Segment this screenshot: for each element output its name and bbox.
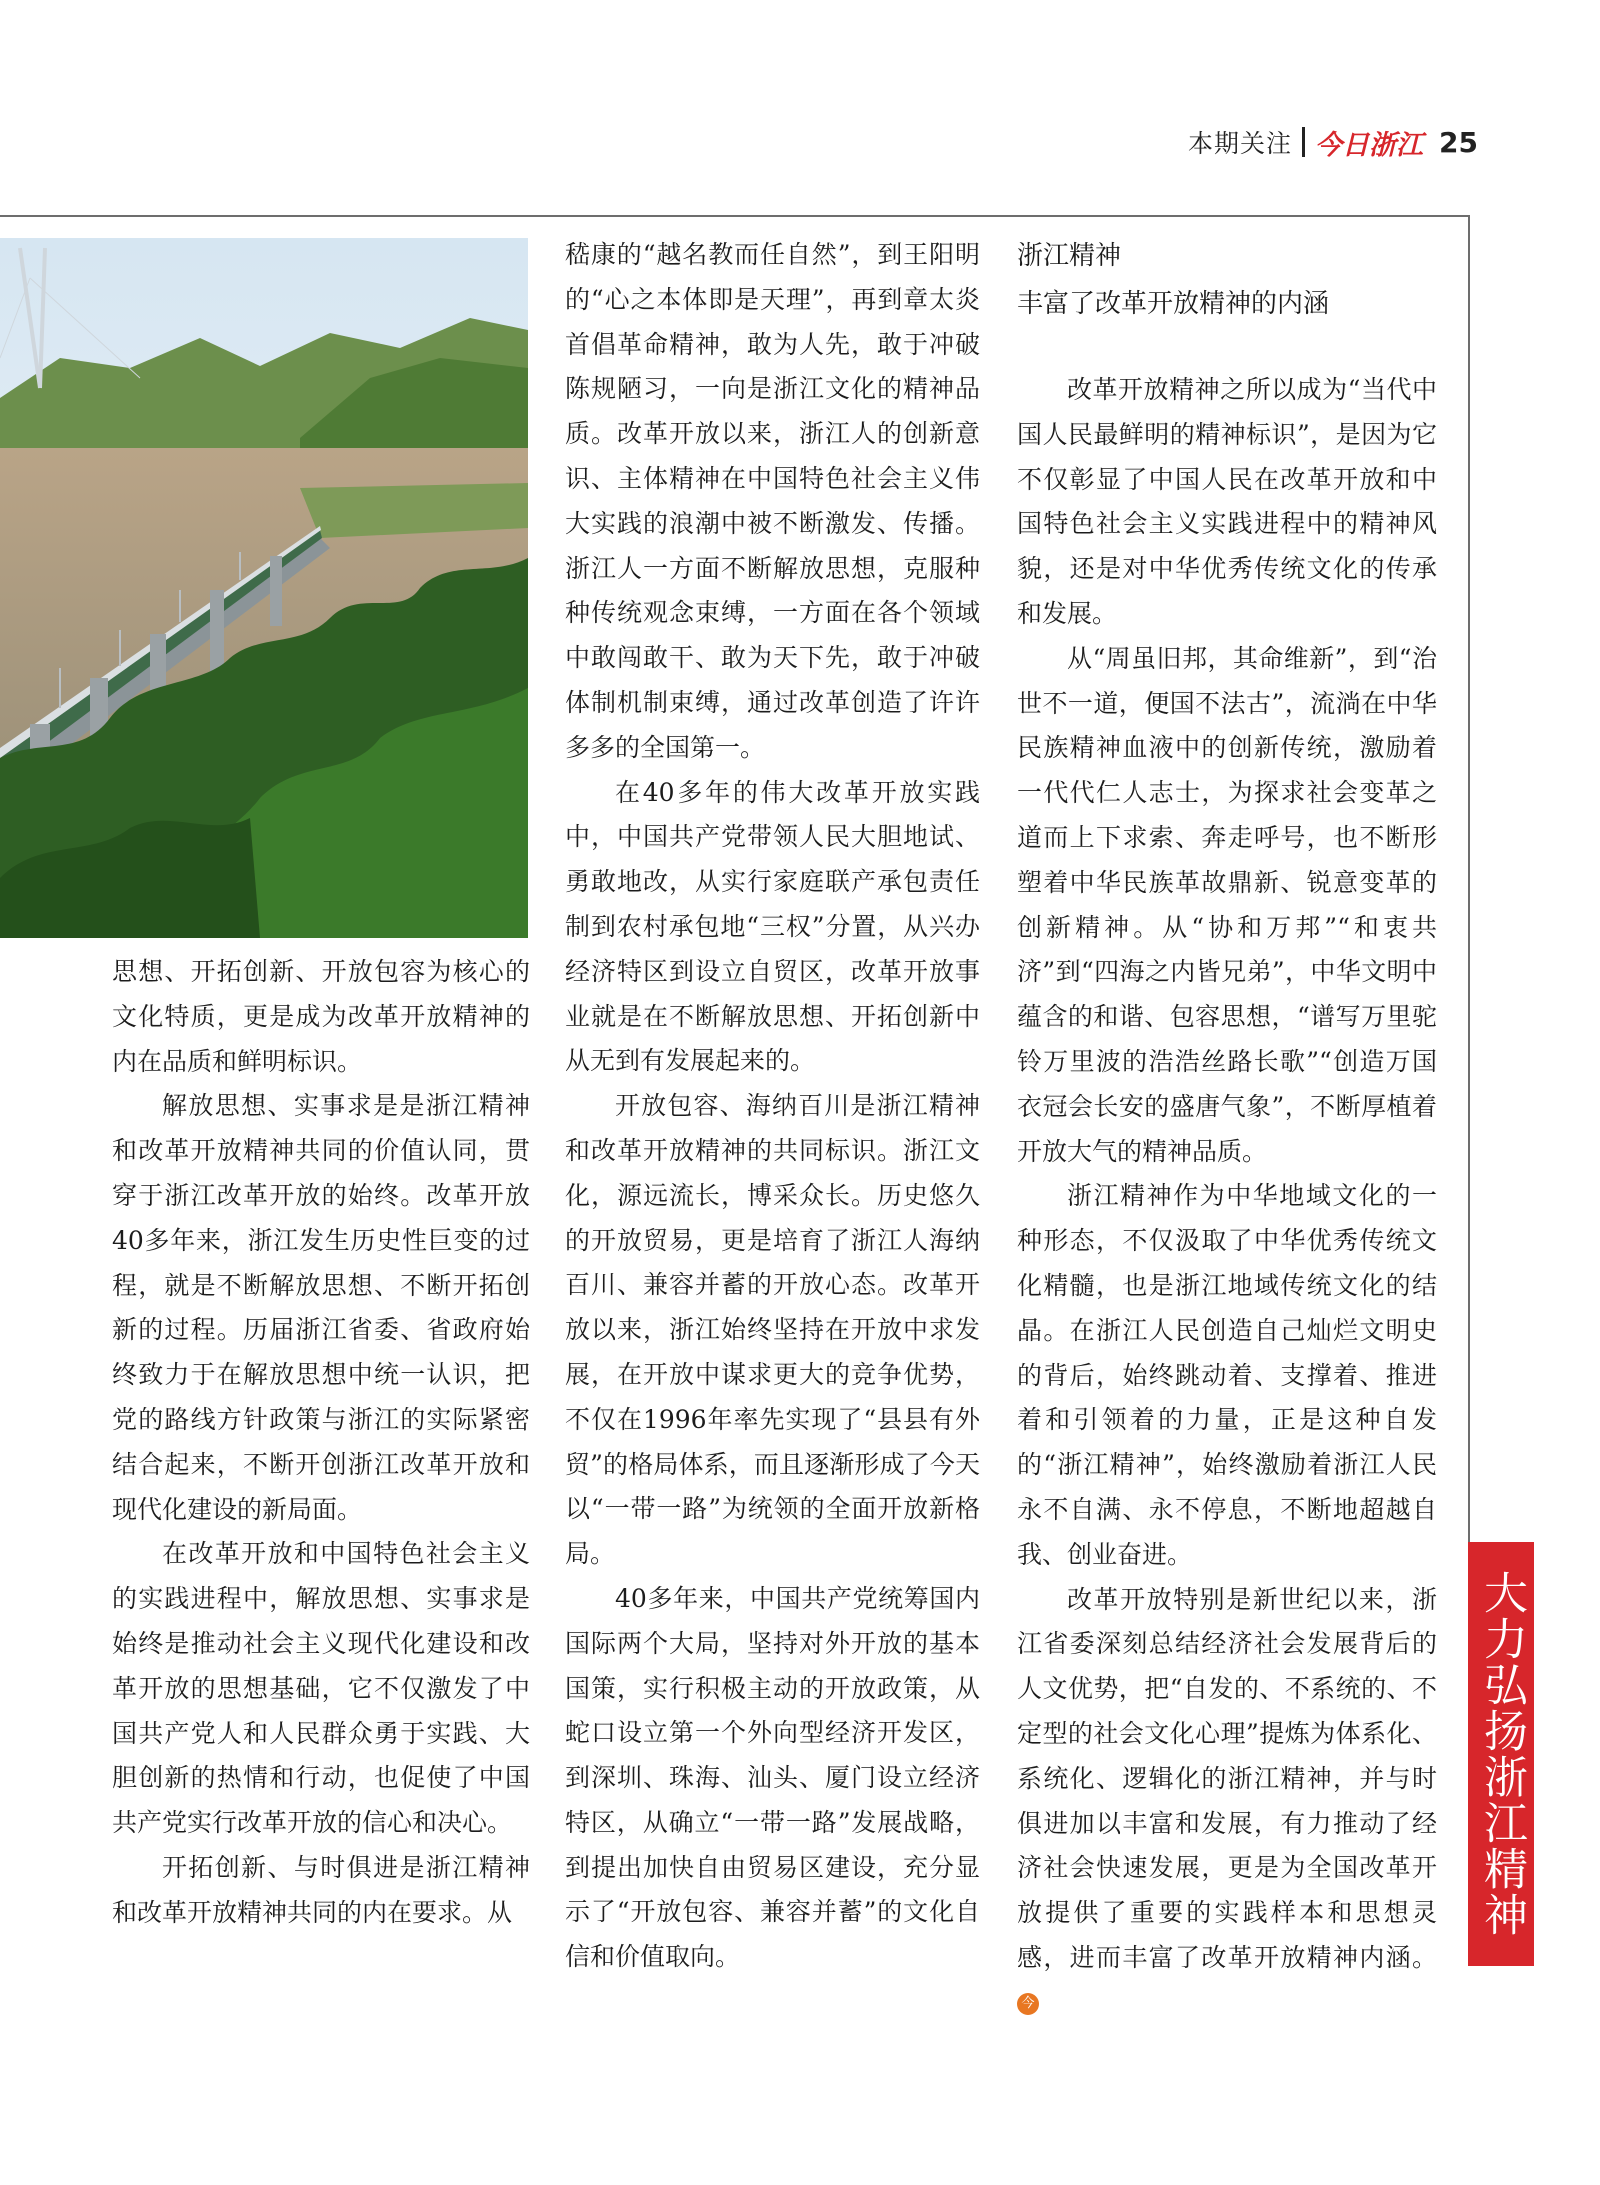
article-end-icon: 今 <box>1017 1993 1039 2015</box>
column-2 <box>565 233 980 1980</box>
paragraph: 思想、开拓创新、开放包容为核心的文化特质，更是成为改革开放精神的内在品质和鲜明标识。 <box>112 957 530 1076</box>
side-section-tab <box>1468 1542 1534 1966</box>
paragraph: 40多年来，中国共产党统筹国内国际两个大局，坚持对外开放的基本国策，实行积极主动的开放政策，从蛇口设立第一个外向型经济开发区，到深圳、珠海、汕头、厦门设立经济特区，从确立“一带一路”发展战略，到提出加快自由贸易区建设，充分显示了“开放包容、兼容并蓄”的文化自信和价值取向。 <box>565 1583 980 1972</box>
paragraph: 浙江精神作为中华地域文化的一种形态，不仅汲取了中华优秀传统文化精髓，也是浙江地域传统文化的结晶。在浙江人民创造自己灿烂文明史的背后，始终跳动着、支撑着、推进着和引领着的力量，正是这种自发的“浙江精神”，始终激励着浙江人民永不自满、永不停息，不断地超越自我、创业奋进。 <box>1017 1181 1437 1569</box>
section-subheading <box>1017 232 1437 328</box>
header-divider <box>1302 127 1305 157</box>
paragraph <box>1017 1578 1437 2026</box>
subheading-line-2: 丰富了改革开放精神的内涵 <box>1017 289 1330 319</box>
paragraph: 解放思想、实事求是是浙江精神和改革开放精神共同的价值认同，贯穿于浙江改革开放的始终。改革开放40多年来，浙江发生历史性巨变的过程，就是不断解放思想、不断开拓创新的过程。历届浙江省委、省政府始终致力于在解放思想中统一认识，把党的路线方针政策与浙江的实际紧密结合起来，不断开创浙江改革开放和现代化建设的新局面。 <box>112 1091 530 1524</box>
paragraph: 开放包容、海纳百川是浙江精神和改革开放精神的共同标识。浙江文化，源远流长，博采众长。历史悠久的开放贸易，更是培育了浙江人海纳百川、兼容并蓄的开放心态。改革开放以来，浙江始终坚持在开放中求发展，在开放中谋求更大的竞争优势，不仅在1996年率先实现了“县县有外贸”的格局体系，而且逐渐形成了今天以“一带一路”为统领的全面开放新格局。 <box>565 1091 980 1569</box>
paragraph-text: 改革开放特别是新世纪以来，浙江省委深刻总结经济社会发展背后的人文优势，把“自发的、不系统的、不定型的社会文化心理”提炼为体系化、系统化、逻辑化的浙江精神，并与时俱进加以丰富和发展，有力推动了经济社会快速发展，更是为全国改革开放提供了重要的实践样本和思想灵感，进而丰富了改革开放精神内涵。 <box>1017 1584 1437 1972</box>
bridge-photo <box>0 238 528 938</box>
column-3 <box>1017 368 1437 2025</box>
side-tab-text: 大力弘扬浙江精神 <box>1476 1570 1527 1938</box>
paragraph: 开拓创新、与时俱进是浙江精神和改革开放精神共同的内在要求。从 <box>112 1852 530 1927</box>
subheading-line-1: 浙江精神 <box>1017 241 1122 271</box>
paragraph: 在40多年的伟大改革开放实践中，中国共产党带领人民大胆地试、勇敢地改，从实行家庭联产承包责任制到农村承包地“三权”分置，从兴办经济特区到设立自贸区，改革开放事业就是在不断解放思想、开拓创新中从无到有发展起来的。 <box>565 777 980 1076</box>
paragraph: 嵇康的“越名教而任自然”，到王阳明的“心之本体即是天理”，再到章太炎首倡革命精神，敢为人先，敢于冲破陈规陋习，一向是浙江文化的精神品质。改革开放以来，浙江人的创新意识、主体精神在中国特色社会主义伟大实践的浪潮中被不断激发、传播。浙江人一方面不断解放思想，克服种种传统观念束缚，一方面在各个领域中敢闯敢干、敢为天下先，敢于冲破体制机制束缚，通过改革创造了许许多多的全国第一。 <box>565 240 980 762</box>
page-number: 25 <box>1439 125 1478 159</box>
column-1 <box>112 950 530 1936</box>
bridge-photo-illustration <box>0 238 528 938</box>
magazine-logo: 今日浙江 <box>1315 129 1424 161</box>
paragraph: 在改革开放和中国特色社会主义的实践进程中，解放思想、实事求是始终是推动社会主义现代化建设和改革开放的思想基础，它不仅激发了中国共产党人和人民群众勇于实践、大胆创新的热情和行动，也促使了中国共产党实行改革开放的信心和决心。 <box>112 1539 530 1838</box>
paragraph: 从“周虽旧邦，其命维新”，到“治世不一道，便国不法古”，流淌在中华民族精神血液中的创新传统，激励着一代代仁人志士，为探求社会变革之道而上下求索、奔走呼号，也不断形塑着中华民族革故鼎新、锐意变革的创新精神。从“协和万邦”“和衷共济”到“四海之内皆兄弟”，中华文明中蕴含的和谐、包容思想，“谱写万里驼铃万里波的浩浩丝路长歌”“创造万国衣冠会长安的盛唐气象”，不断厚植着开放大气的精神品质。 <box>1017 643 1437 1166</box>
paragraph: 改革开放精神之所以成为“当代中国人民最鲜明的精神标识”，是因为它不仅彰显了中国人民在改革开放和中国特色社会主义实践进程中的精神风貌，还是对中华优秀传统文化的传承和发展。 <box>1017 375 1437 628</box>
section-label: 本期关注 <box>1188 129 1293 158</box>
top-rule <box>0 215 1470 217</box>
page-header <box>1188 122 1478 162</box>
